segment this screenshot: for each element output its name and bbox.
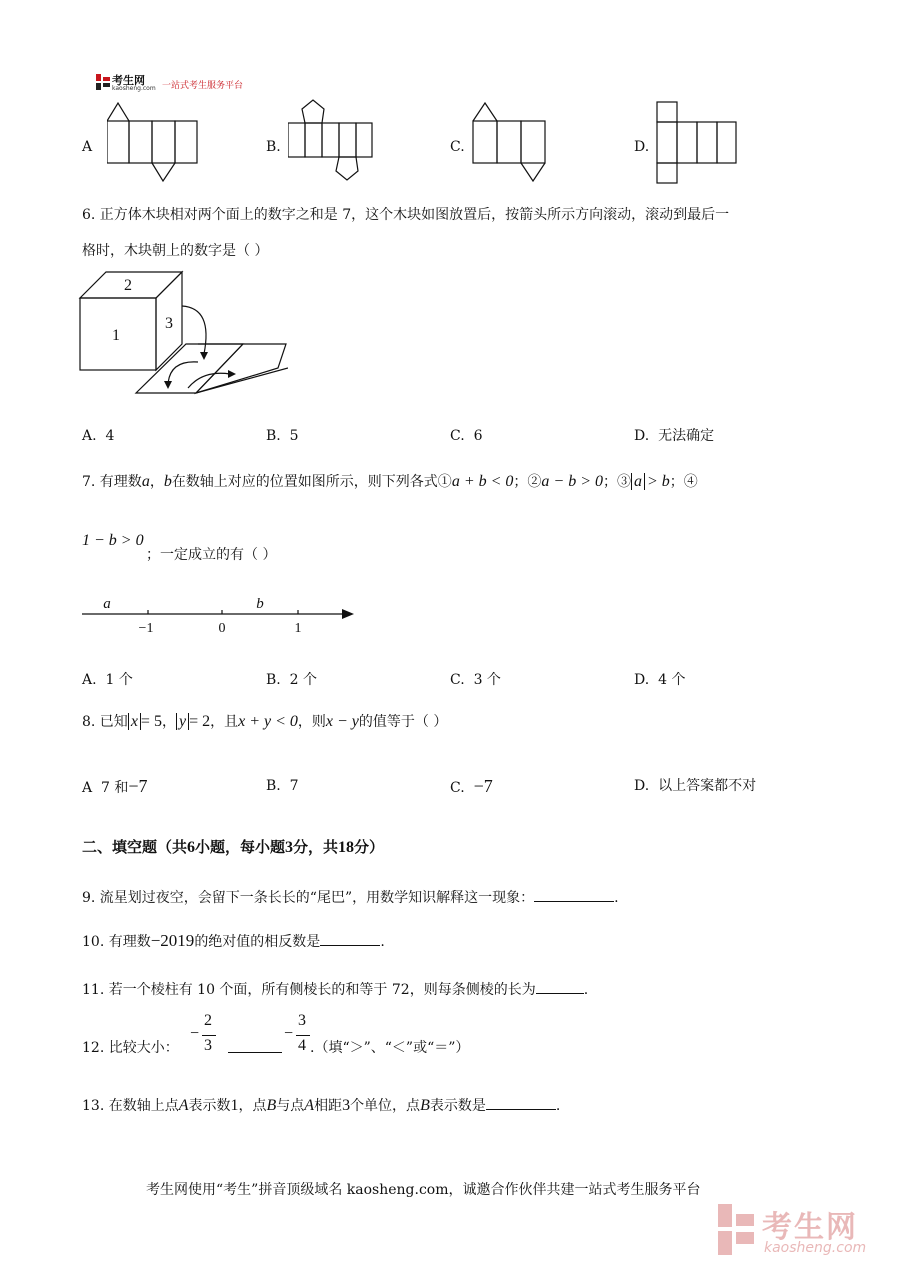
brand-name: 考生网 — [112, 74, 145, 87]
q6-stem-line2: 格时，木块朝上的数字是（ ） — [82, 243, 269, 259]
q8-expression: x − y — [325, 713, 359, 730]
q5-option-a-label: A — [82, 139, 93, 155]
cube-front-number: 1 — [112, 327, 120, 344]
cube-side-number: 3 — [165, 315, 173, 332]
q8-condition: x + y < 0 — [238, 713, 298, 730]
q6-rolling-cube-figure — [78, 268, 288, 398]
q8-option-a: A 7 和−7 — [82, 776, 148, 796]
q8-option-c: C. −7 — [450, 776, 493, 796]
q5-option-d-label: D. — [634, 139, 650, 155]
q10-answer-blank[interactable] — [320, 930, 380, 946]
q7-expr-3: a — [631, 473, 645, 490]
q12-fraction-2: − 3 4 — [284, 1012, 320, 1058]
q11-stem: 11. 若一个棱柱有 10 个面，所有侧棱长的和等于 72，则每条侧棱的长为 . — [82, 978, 588, 1000]
q5-net-d — [656, 101, 738, 185]
q6-option-a: A. 4 — [82, 428, 115, 444]
q12-tail: .（填“＞”、“＜”或“＝”） — [310, 1040, 470, 1056]
q5-net-a — [107, 101, 200, 183]
q7-option-c: C. 3 个 — [450, 672, 501, 688]
q7-option-a: A. 1 个 — [82, 672, 133, 688]
cube-top-number: 2 — [124, 277, 132, 294]
q8-stem: 8. 已知 x = 5， y = 2，且x + y < 0，则x − y的值等于（ ） — [82, 713, 448, 730]
axis-label-a: a — [103, 596, 111, 612]
brand-slogan: 一站式考生服务平台 — [162, 81, 244, 91]
header-logo — [96, 72, 266, 94]
q5-net-c — [472, 101, 548, 183]
q5-option-c-label: C. — [450, 139, 465, 155]
q13-answer-blank[interactable] — [486, 1094, 556, 1110]
q7-expr-1: a + b < 0 — [451, 473, 514, 490]
q6-option-c: C. 6 — [450, 428, 483, 444]
brand-logo-icon — [96, 74, 110, 90]
q8-abs-x: x — [128, 713, 141, 730]
footer-watermark — [716, 1202, 886, 1258]
q9-answer-blank[interactable] — [534, 886, 614, 902]
footer-text: 考生网使用“考生”拼音顶级域名 kaosheng.com，诚邀合作伙伴共建一站式考生服务平台 — [146, 1182, 701, 1198]
q7-stem-line1: 7. 有理数a，b在数轴上对应的位置如图所示，则下列各式①a + b < 0；②a − b > 0；③ a > b；④ — [82, 473, 698, 490]
q10-stem: 10. 有理数−2019的绝对值的相反数是 . — [82, 931, 385, 950]
q9-stem: 9. 流星划过夜空，会留下一条长长的“尾巴”，用数学知识解释这一现象： . — [82, 886, 619, 908]
q7-stem-line2 — [82, 531, 144, 551]
q7-option-d: D. 4 个 — [634, 672, 686, 688]
axis-tick-minus1: −1 — [138, 621, 154, 636]
axis-tick-0: 0 — [218, 621, 226, 636]
q8-option-d: D. 以上答案都不对 — [634, 778, 757, 794]
q13-stem: 13. 在数轴上点A表示数1，点B与点A相距3个单位，点B表示数是 . — [82, 1094, 560, 1116]
q8-abs-y: y — [176, 713, 189, 730]
q7-stem-tail: ；一定成立的有（ ） — [146, 547, 277, 563]
q12-answer-blank[interactable] — [228, 1037, 282, 1053]
axis-label-b: b — [256, 596, 264, 612]
q6-stem-line1: 6. 正方体木块相对两个面上的数字之和是 7，这个木块如图放置后，按箭头所示方向滚动，滚动到最后一 — [82, 207, 730, 223]
q6-option-d: D. 无法确定 — [634, 428, 715, 444]
watermark-logo-icon — [716, 1204, 756, 1256]
q5-net-b — [288, 98, 374, 182]
q7-expr-4: 1 − b > 0 — [82, 532, 144, 549]
q7-expr-2: a − b > 0 — [541, 473, 603, 490]
brand-url: kaosheng.com — [112, 85, 156, 92]
q11-answer-blank[interactable] — [536, 978, 584, 994]
q7-number-line — [80, 592, 360, 640]
watermark-url: kaosheng.com — [764, 1240, 867, 1256]
q12-fraction-1: − 2 3 — [190, 1012, 226, 1058]
q6-option-b: B. 5 — [266, 428, 299, 444]
axis-tick-1: 1 — [294, 621, 302, 636]
q8-option-b: B. 7 — [266, 778, 299, 794]
q12-prefix: 12. 比较大小： — [82, 1040, 179, 1056]
section-2-heading: 二、填空题（共6小题，每小题3分，共18分） — [82, 838, 385, 856]
q5-option-b-label: B. — [266, 139, 281, 155]
watermark-brand: 考生网 — [762, 1210, 858, 1245]
q7-option-b: B. 2 个 — [266, 672, 318, 688]
